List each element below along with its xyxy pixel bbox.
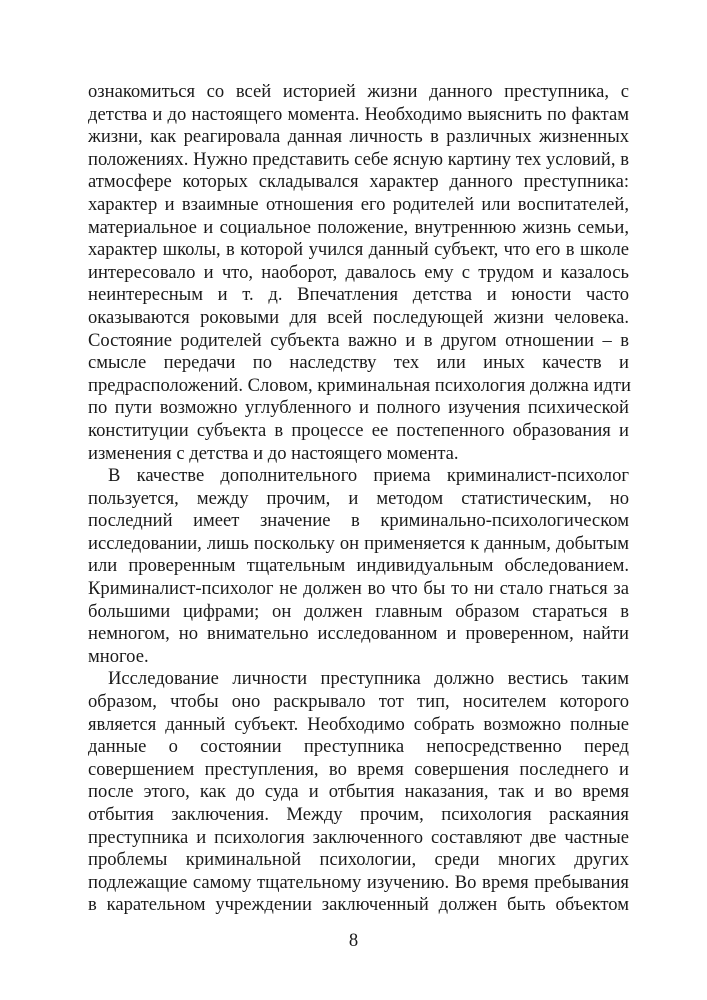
text-line: жизни, как реагировала данная личность в различных жизненных xyxy=(88,126,629,148)
text-line: совершением преступления, во время совершения последнего и xyxy=(88,758,629,780)
text-line: характер и взаимные отношения его родителей или воспитателей, xyxy=(88,193,629,215)
text-line: оказываются роковыми для всей последующей жизни человека. xyxy=(88,306,629,328)
text-line: исследовании, лишь поскольку он применяется к данным, добытым xyxy=(88,532,629,554)
paragraph xyxy=(88,668,629,917)
text-line: многое. xyxy=(88,645,149,667)
text-line: пользуется, между прочим, и методом статистическим, но xyxy=(88,487,629,509)
text-line: Состояние родителей субъекта важно и в другом отношении – в xyxy=(88,329,629,351)
text-line: в карательном учреждении заключенный должен быть объектом xyxy=(88,894,629,916)
text-line: немногом, но внимательно исследованном и проверенном, найти xyxy=(88,623,629,645)
text-line: проблемы криминальной психологии, среди многих других xyxy=(88,849,629,871)
paragraph xyxy=(88,81,629,465)
text-line: предрасположений. Словом, криминальная психология должна идти xyxy=(88,374,631,396)
text-line: Криминалист-психолог не должен во что бы то ни стало гнаться за xyxy=(88,578,629,600)
text-line: смысле передачи по наследству тех или иных качеств и xyxy=(88,352,629,374)
text-line: атмосфере которых складывался характер данного преступника: xyxy=(88,171,629,193)
text-line: ознакомиться со всей историей жизни данного преступника, с xyxy=(88,81,629,102)
text-line: или проверенным тщательным индивидуальным обследованием. xyxy=(88,555,629,577)
text-line: после этого, как до суда и отбытия наказания, так и во время xyxy=(88,781,629,803)
text-line: характер школы, в которой учился данный субъект, что его в школе xyxy=(88,239,629,261)
text-line: преступника и психология заключенного составляют две частные xyxy=(88,826,629,848)
text-line: интересовало и что, наоборот, давалось ему с трудом и казалось xyxy=(88,261,629,283)
text-line: неинтересным и т. д. Впечатления детства и юности часто xyxy=(88,284,629,306)
page-number: 8 xyxy=(348,930,359,951)
text-line: подлежащие самому тщательному изучению. Во время пребывания xyxy=(88,871,629,893)
text-line: образом, чтобы оно раскрывало тот тип, носителем которого xyxy=(88,691,629,713)
text-line: отбытия заключения. Между прочим, психология раскаяния xyxy=(88,804,629,825)
text-line: Исследование личности преступника должно вестись таким xyxy=(108,668,629,690)
text-line: по пути возможно углубленного и полного изучения психической xyxy=(88,397,629,419)
text-line: положениях. Нужно представить себе ясную картину тех условий, в xyxy=(88,148,629,170)
text-line: В качестве дополнительного приема криминалист-психолог xyxy=(108,465,629,487)
text-line: данные о состоянии преступника непосредственно перед xyxy=(88,736,629,758)
text-line: материальное и социальное положение, внутреннюю жизнь семьи, xyxy=(88,216,629,238)
body-text xyxy=(88,81,629,917)
text-line: последний имеет значение в криминально-психологическом xyxy=(88,510,629,532)
text-line: детства и до настоящего момента. Необходимо выяснить по фактам xyxy=(88,103,629,125)
text-line: является данный субъект. Необходимо собрать возможно полные xyxy=(88,713,629,735)
text-line: конституции субъекта в процессе ее постепенного образования и xyxy=(88,419,629,441)
text-line: большими цифрами; он должен главным образом стараться в xyxy=(88,600,629,622)
paragraph xyxy=(88,465,629,668)
text-line: изменения с детства и до настоящего момента. xyxy=(88,442,459,464)
